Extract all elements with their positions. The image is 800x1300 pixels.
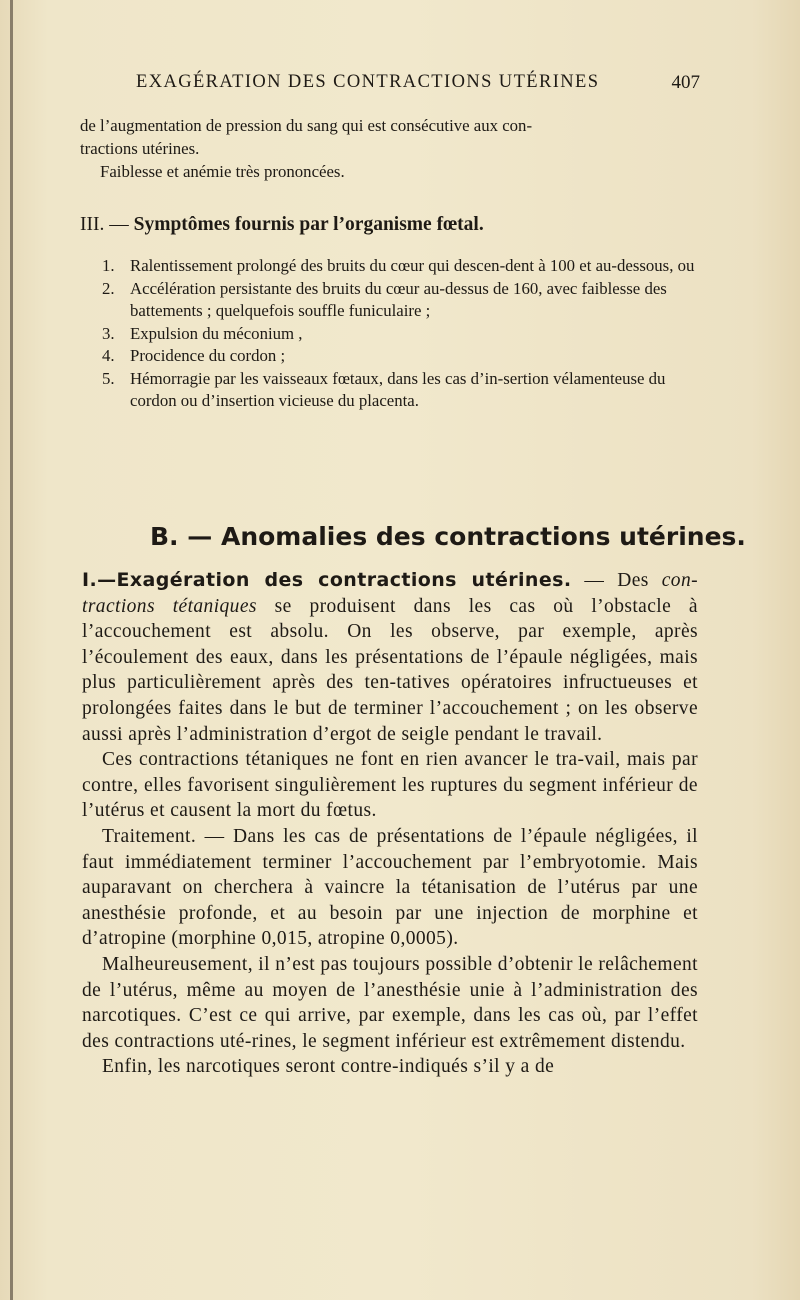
section-b-title: Anomalies des contractions utérines. <box>220 522 746 551</box>
body-text <box>82 568 698 1080</box>
list-item-text: Procidence du cordon ; <box>130 346 286 365</box>
list-item-number: 2. <box>102 278 115 298</box>
paragraph-1-text: se produisent dans les cas où l’obstacle à l’accouchement est absolu. On les observe, par exemple, après l’écoulement des eaux, dans les présentations de l’épaule négligées, mais plus particulièrement après des ten-tatives opératoires infructueuses et prolongées faites dans le but de terminer l’accouchement ; on les observe aussi après l’administration d’ergot de seigle pendant le travail. <box>82 595 698 745</box>
running-title: EXAGÉRATION DES CONTRACTIONS UTÉRINES <box>136 72 600 92</box>
section-iii-heading <box>80 214 484 236</box>
paragraph-title: I.—Exagération des contractions utérines. <box>82 569 572 591</box>
intro-line-3: Faiblesse et anémie très prononcées. <box>100 162 345 181</box>
section-b-label: B. — <box>150 522 213 551</box>
paragraph-2: Ces contractions tétaniques ne font en rien avancer le tra-vail, mais par contre, elles favorisent singulièrement les ruptures du segment inférieur de l’utérus et causent la mort du fœtus. <box>82 749 698 822</box>
list-item-number: 4. <box>102 346 115 365</box>
list-item <box>102 368 700 413</box>
list-item-text: Expulsion du méconium , <box>130 323 303 343</box>
list-item-text: Ralentissement prolongé des bruits du cœur qui descen-dent à 100 et au-dessous, ou <box>130 256 695 275</box>
paragraph-dash: — Des <box>571 570 662 591</box>
paragraph-5: Enfin, les narcotiques seront contre-indiqués s’il y a de <box>102 1056 555 1078</box>
page-header <box>60 72 700 102</box>
list-item <box>102 255 700 278</box>
list-item <box>102 323 700 346</box>
section-b-heading <box>150 522 746 551</box>
paragraph-italic-term: con-tractions tétaniques <box>82 570 698 617</box>
list-item <box>102 278 700 323</box>
section-iii-title: Symptômes fournis par l’organisme fœtal. <box>133 214 484 235</box>
intro-line-1: de l’augmentation de pression du sang qui est consécutive aux con- <box>80 116 533 135</box>
section-iii-number: III. — <box>80 214 129 235</box>
list-item-number: 1. <box>102 256 115 275</box>
list-item-number: 5. <box>102 368 115 388</box>
list-item-text: Hémorragie par les vaisseaux fœtaux, dans les cas d’in-sertion vélamenteuse du cordon ou d’insertion vicieuse du placenta. <box>130 368 666 410</box>
intro-text <box>80 114 700 183</box>
list-item <box>102 345 700 368</box>
paragraph-1 <box>82 568 698 747</box>
paragraph-4: Malheureusement, il n’est pas toujours possible d’obtenir le relâchement de l’utérus, même au moyen de l’anesthésie unie à l’administration des narcotiques. C’est ce qui arrive, par exemple, dans les cas où, par l’effet des contractions uté-rines, le segment inférieur est extrêmement distendu. <box>82 953 698 1052</box>
list-item-number: 3. <box>102 323 115 343</box>
intro-line-2: tractions utérines. <box>80 139 200 158</box>
page-number: 407 <box>671 72 700 93</box>
list-item-text: Accélération persistante des bruits du cœur au-dessus de 160, avec faiblesse des battements ; quelquefois souffle funiculaire ; <box>130 278 667 320</box>
page-edge-shadow <box>10 0 13 1300</box>
paragraph-3: Traitement. — Dans les cas de présentations de l’épaule négligées, il faut immédiatement terminer l’accouchement par l’embryotomie. Mais auparavant on cherchera à vaincre la tétanisation de l’utérus par une anesthésie profonde, et au besoin par une injection de morphine et d’atropine (morphine 0,015, atropine 0,0005). <box>82 825 698 950</box>
symptom-list <box>102 255 700 413</box>
